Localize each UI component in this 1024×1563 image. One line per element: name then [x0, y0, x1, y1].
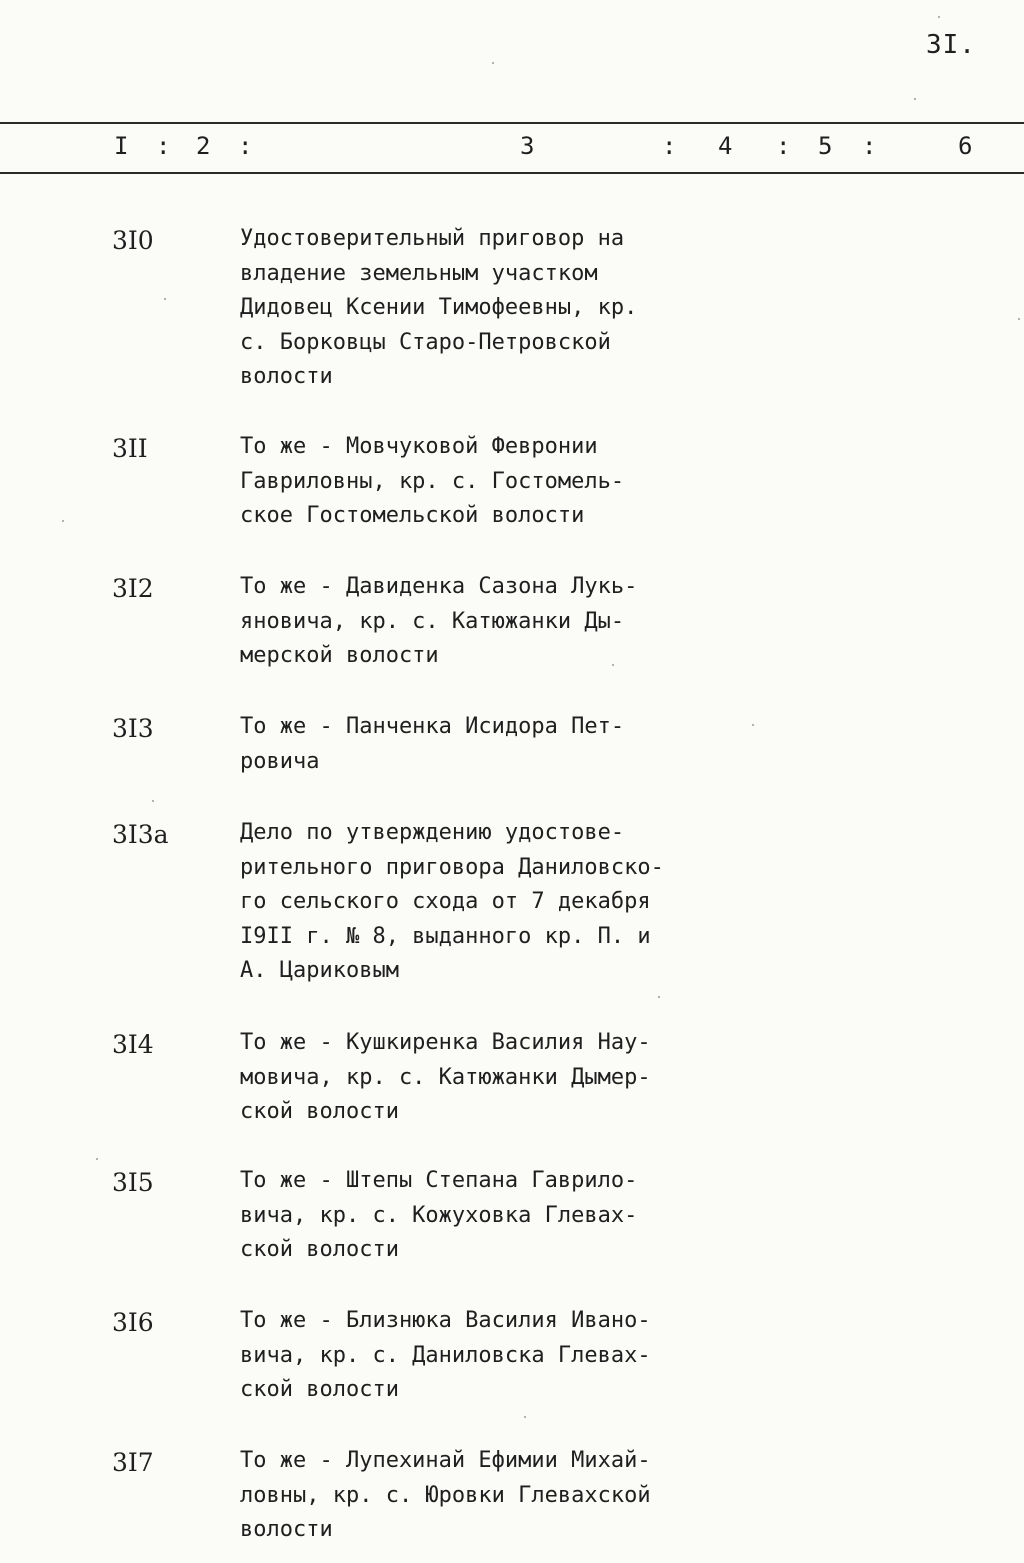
entry-line: го сельского схода от 7 декабря [240, 889, 651, 914]
column-header-row [0, 128, 1024, 168]
scan-speck [96, 1158, 98, 1160]
scan-speck [492, 62, 494, 64]
entry-number: 3I3 [112, 714, 154, 743]
entry-line: рительного приговора Даниловско- [240, 854, 664, 880]
scan-speck [524, 1416, 526, 1418]
entry-line: вича, кр. с. Кожуховка Глевах- [240, 1202, 638, 1228]
scan-speck [164, 298, 166, 300]
scan-speck [612, 664, 614, 666]
entry-line: ской волости [240, 1237, 399, 1262]
entry-title [240, 570, 710, 674]
entry-title [240, 1164, 710, 1268]
scan-speck [152, 800, 154, 802]
entry-title [240, 1304, 710, 1408]
scan-speck [914, 98, 916, 100]
entry-line: волости [240, 1517, 333, 1542]
entry-line: Гавриловны, кр. с. Гостомель- [240, 468, 625, 494]
entry-line: Дело по утверждению удостове- [240, 820, 625, 845]
column-header-3: 3 [520, 132, 535, 160]
entry-title [240, 1444, 710, 1548]
entry-line: ской волости [240, 1099, 399, 1124]
header-bottom-rule [0, 172, 1024, 174]
entry-number: 3II [112, 434, 148, 463]
entry-line: ровича [240, 748, 320, 774]
entry-number: 3I5 [112, 1168, 154, 1197]
entry-line: То же - Давиденка Сазона Лукь- [240, 574, 638, 599]
entry-title [240, 1026, 710, 1130]
page-number: 3I. [926, 30, 976, 60]
entry-line: с. Борковцы Старо-Петровской [240, 329, 611, 355]
entry-number: 3I3а [112, 820, 169, 849]
column-separator: : [776, 132, 791, 160]
column-separator: : [862, 132, 877, 160]
entry-line: То же - Штепы Степана Гаврило- [240, 1168, 638, 1193]
column-header-1: I [114, 132, 129, 160]
entry-line: волости [240, 364, 333, 389]
scan-speck [938, 16, 940, 18]
entry-line: мерской волости [240, 643, 439, 668]
column-header-4: 4 [718, 132, 733, 160]
entry-line: вича, кр. с. Даниловска Глевах- [240, 1342, 651, 1368]
entry-number: 3I0 [112, 226, 154, 255]
column-header-2: 2 [196, 132, 211, 160]
entry-number: 3I4 [112, 1030, 154, 1059]
entry-line: То же - Кушкиренка Василия Нау- [240, 1030, 651, 1055]
column-separator: : [662, 132, 677, 160]
entry-title [240, 710, 710, 779]
entry-number: 3I6 [112, 1308, 154, 1337]
entry-line: мовича, кр. с. Катюжанки Дымер- [240, 1064, 651, 1090]
entry-line: Удостоверительный приговор на [240, 226, 625, 251]
entry-line: Дидовец Ксении Тимофеевны, кр. [240, 295, 638, 320]
entry-line: ловны, кр. с. Юровки Глевахской [240, 1482, 651, 1508]
entry-line: владение земельным участком [240, 260, 598, 286]
entry-line: То же - Панченка Исидора Пет- [240, 714, 625, 739]
column-header-5: 5 [818, 132, 833, 160]
column-separator: : [156, 132, 171, 160]
header-top-rule [0, 122, 1024, 124]
entry-number: 3I7 [112, 1448, 154, 1477]
entry-line: То же - Мовчуковой Февронии [240, 434, 598, 459]
entry-title [240, 816, 710, 989]
entry-line: То же - Близнюка Василия Ивано- [240, 1308, 651, 1333]
scan-speck [62, 520, 64, 522]
entry-title [240, 430, 710, 534]
entry-line: ское Гостомельской волости [240, 503, 585, 528]
entry-number: 3I2 [112, 574, 154, 603]
entry-line: То же - Лупехинай Ефимии Михай- [240, 1448, 651, 1473]
scan-speck [752, 724, 754, 726]
entry-line: яновича, кр. с. Катюжанки Ды- [240, 608, 625, 634]
scan-speck [1018, 318, 1020, 320]
column-header-6: 6 [958, 132, 973, 160]
entry-line: ской волости [240, 1377, 399, 1402]
entry-title [240, 222, 710, 395]
scan-speck [658, 996, 660, 998]
column-separator: : [238, 132, 253, 160]
entry-line: I9II г. № 8, выданного кр. П. и [240, 923, 651, 949]
entry-line: А. Цариковым [240, 958, 399, 983]
